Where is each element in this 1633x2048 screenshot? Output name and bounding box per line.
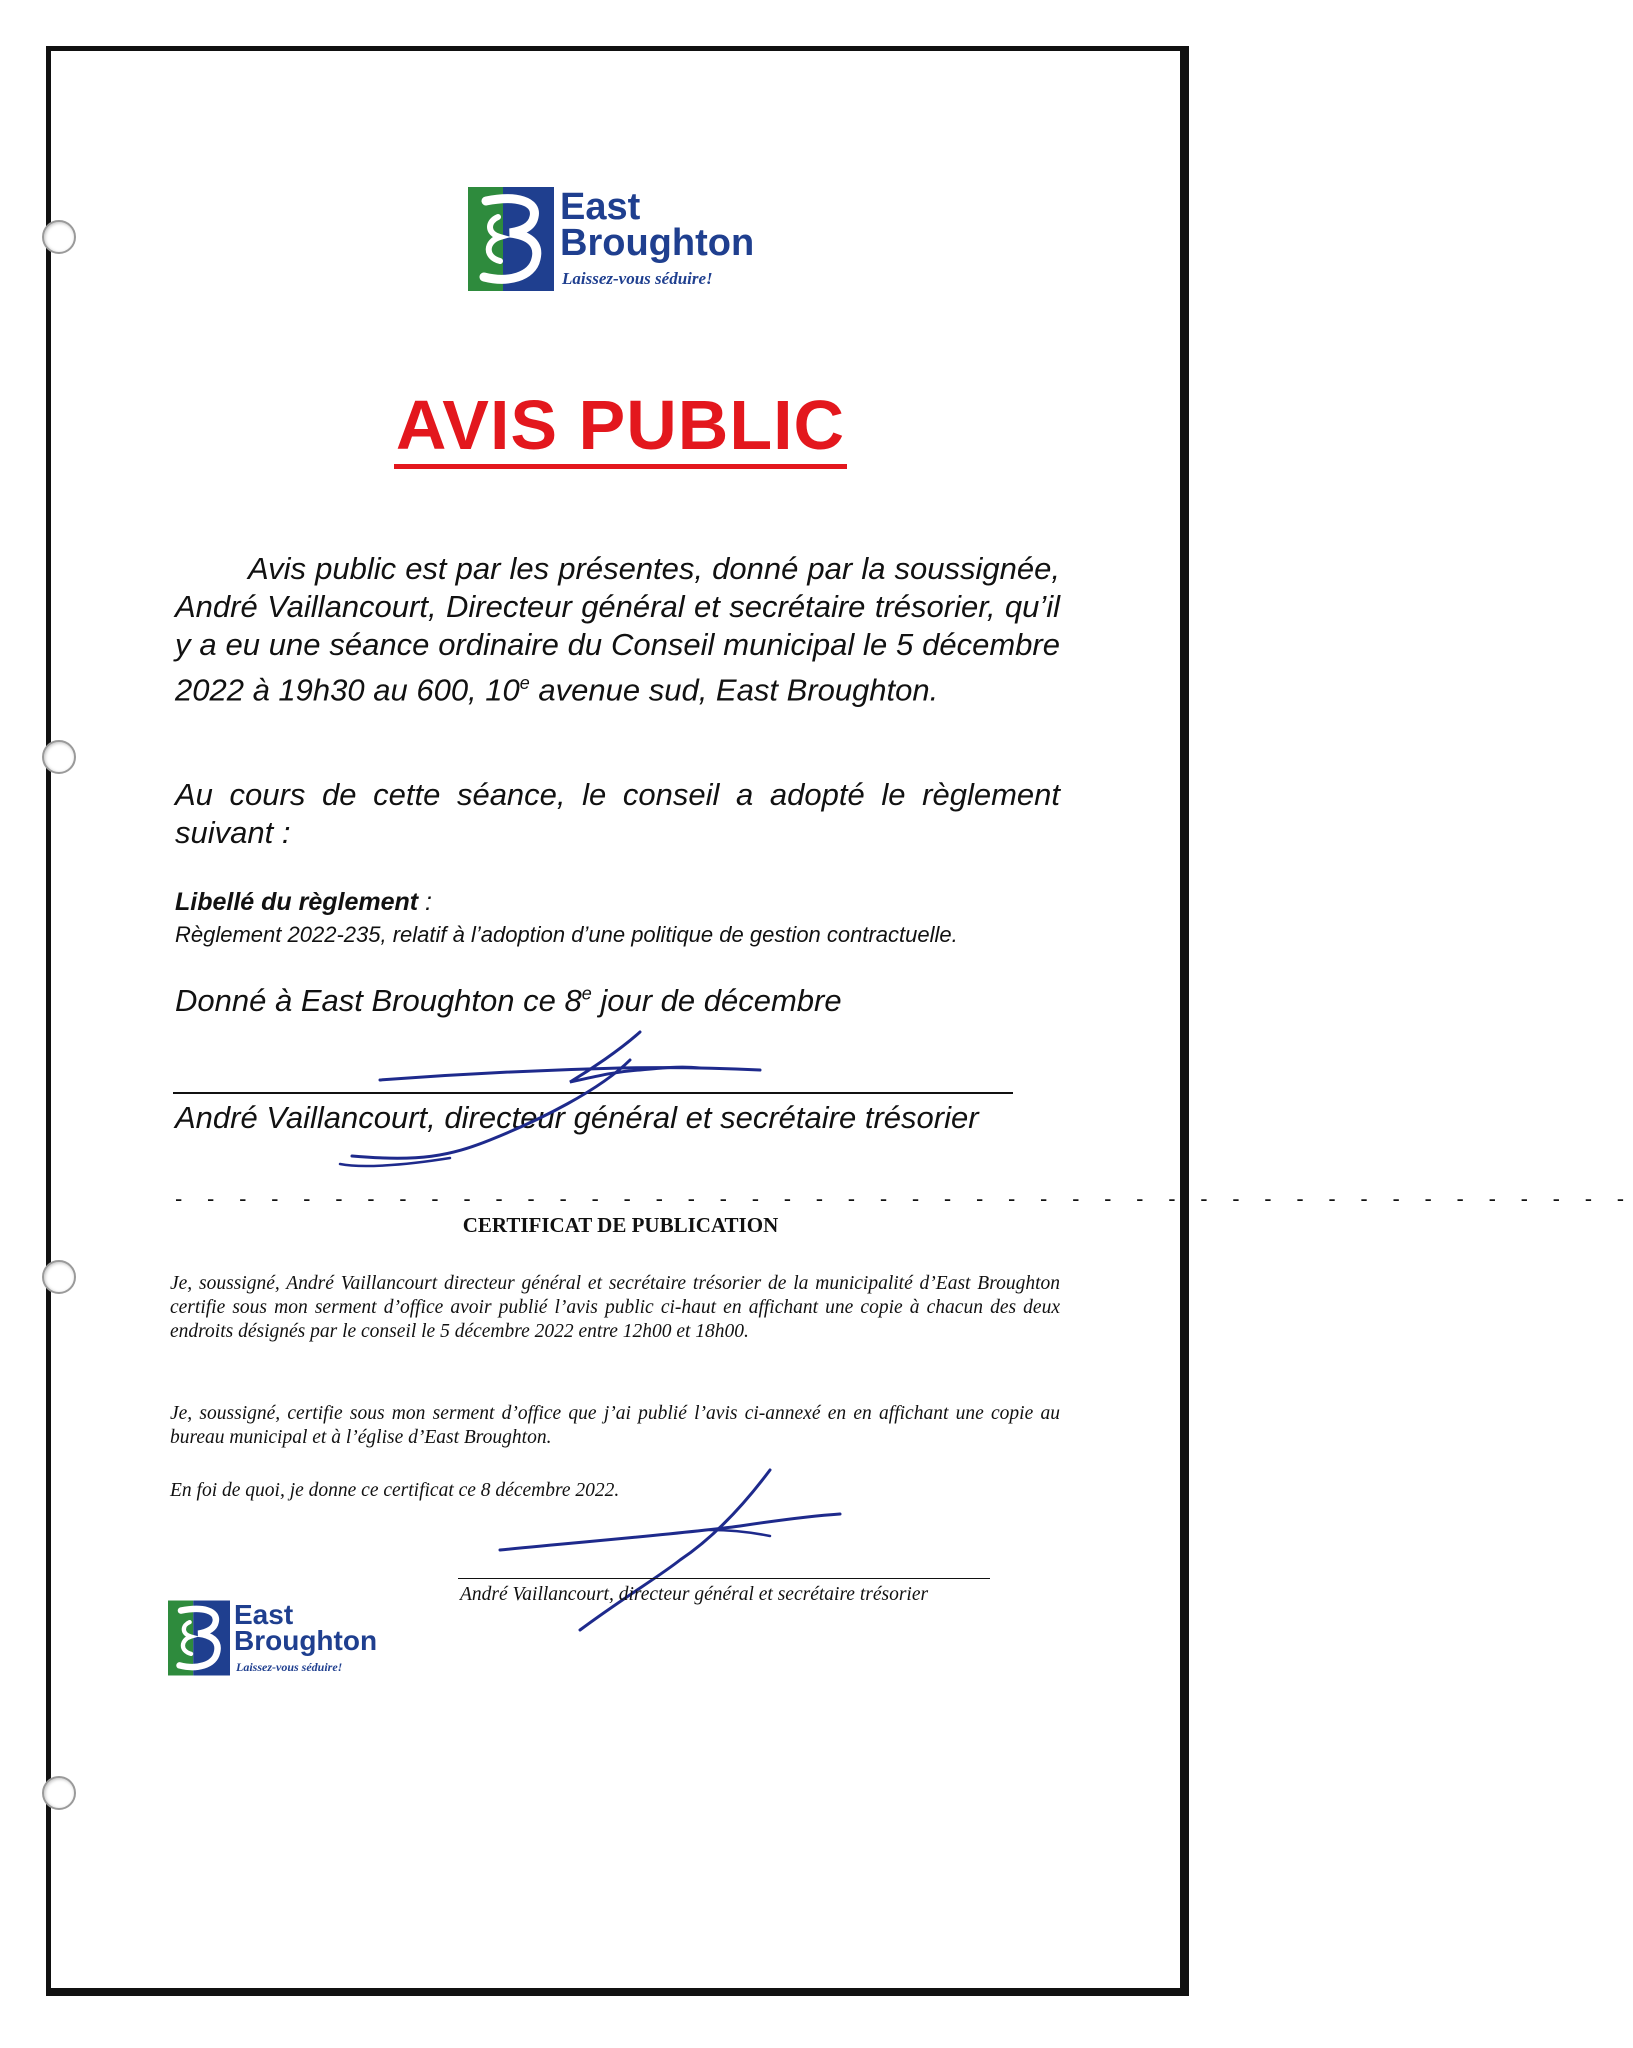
given-superscript: e xyxy=(581,983,592,1004)
regulation-label-text: Libellé du règlement xyxy=(175,888,419,916)
municipal-logo-icon xyxy=(168,1600,230,1676)
binder-hole xyxy=(42,220,76,254)
intro-paragraph xyxy=(175,550,1060,709)
binder-hole xyxy=(42,740,76,774)
page-border xyxy=(46,46,1633,1996)
certificate-title: CERTIFICAT DE PUBLICATION xyxy=(462,1213,779,1237)
adopted-paragraph: Au cours de cette séance, le conseil a adopté le règlement suivant : xyxy=(175,777,1060,850)
certificate-paragraph-2: Je, soussigné, certifie sous mon serment d’office que j’ai publié l’avis ci-annexé en en affichant une copie au bureau municipal et à l’église d’East Broughton. xyxy=(170,1403,1060,1448)
notice-title-text: AVIS PUBLIC xyxy=(394,386,847,469)
certificate-paragraph-3: En foi de quoi, je donne ce certificat ce 8 décembre 2022. xyxy=(170,1480,620,1501)
east-broughton-logo-bottom xyxy=(168,1600,388,1680)
municipal-logo-icon xyxy=(468,187,554,291)
logo-name-line1: East xyxy=(234,1599,294,1630)
binder-hole xyxy=(42,1260,76,1294)
intro-superscript: e xyxy=(519,673,530,693)
logo-tagline: Laissez-vous séduire! xyxy=(562,269,713,288)
regulation-text: Règlement 2022-235, relatif à l’adoption d’une politique de gestion contractuelle. xyxy=(175,922,958,947)
east-broughton-logo-top xyxy=(468,187,768,297)
intro-text-end: avenue sud, East Broughton. xyxy=(529,672,939,708)
signatory-name: André Vaillancourt, directeur général et secrétaire trésorier xyxy=(175,1100,979,1135)
logo-name-line2: Broughton xyxy=(234,1625,378,1656)
logo-tagline: Laissez-vous séduire! xyxy=(236,1660,343,1674)
regulation-label-colon: : xyxy=(418,888,433,916)
certificate-signature-line xyxy=(458,1578,990,1579)
certificate-signatory-name: André Vaillancourt, directeur général et secrétaire trésorier xyxy=(460,1584,929,1605)
notice-title xyxy=(0,385,1241,469)
given-suffix: jour de décembre xyxy=(591,983,842,1018)
regulation-label xyxy=(175,888,432,917)
intro-text: Avis public est par les présentes, donné par la soussignée, André Vaillancourt, Directeur général et secrétaire trésorier, qu’il y a eu une séance ordinaire du Conseil municipal le 5 décembre 2022 à 19h30 au 600, 10 xyxy=(175,551,1060,708)
given-date xyxy=(175,983,842,1019)
certificate-paragraph-1: Je, soussigné, André Vaillancourt directeur général et secrétaire trésorier de la municipalité d’East Broughton certifie sous mon serment d’office avoir publié l’avis public ci-haut en affichant une copie à chacun des deux endroits désignés par le conseil le 5 décembre 2022 entre 12h00 et 18h00. xyxy=(170,1273,1060,1342)
logo-name-line2: Broughton xyxy=(560,222,755,264)
given-prefix: Donné à East Broughton ce 8 xyxy=(175,983,582,1018)
separator-dashes: - - - - - - - - - - - - - - - - - - - - - - - - - - - - - - - - - - - - - - - - - - - - - - xyxy=(175,1186,1633,1211)
binder-hole xyxy=(42,1776,76,1810)
signature-line xyxy=(173,1092,1013,1094)
logo-name-line1: East xyxy=(560,186,641,228)
